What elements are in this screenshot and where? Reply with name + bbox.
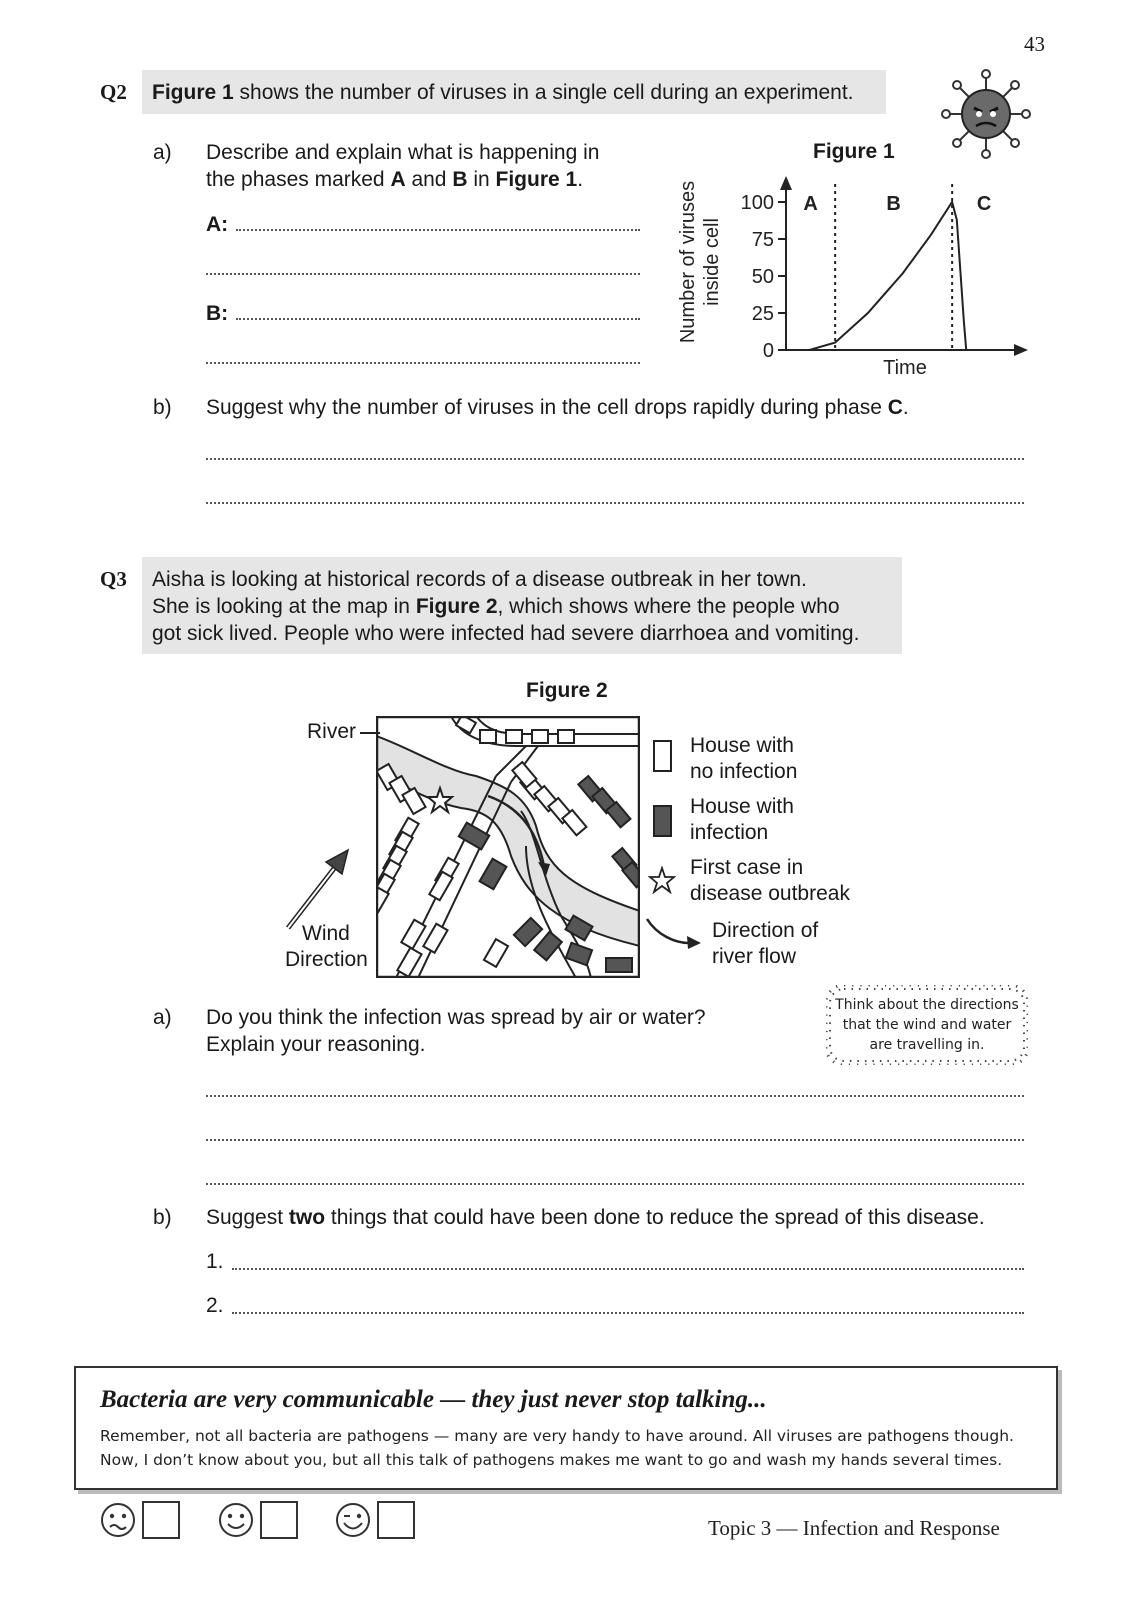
- legend-first-case-2: disease outbreak: [690, 882, 850, 905]
- q2a-line1: Describe and explain what is happening in: [206, 141, 600, 164]
- legend-river-flow-2: river flow: [712, 945, 797, 968]
- q3-figure-ref: Figure 2: [415, 595, 498, 618]
- answer-line-q3a-3[interactable]: [206, 1183, 1024, 1185]
- legend-first-case-1: First case in: [690, 856, 804, 879]
- q3b-letter: b): [153, 1206, 172, 1229]
- q3-intro-line2: [152, 593, 902, 620]
- q2a-figure-ref: Figure 1: [495, 168, 578, 191]
- hint-line1: Think about the directions: [835, 997, 1019, 1013]
- unsure-face-icon: [100, 1502, 136, 1538]
- confident-face-icon: [335, 1502, 371, 1538]
- figure1-phase-label: B: [886, 193, 901, 215]
- legend-house-infection-1: House with: [690, 795, 794, 818]
- q3-intro-line2-end: , which shows where the people who: [497, 595, 840, 618]
- q2a-phase-a: A: [390, 168, 406, 191]
- tip-box-line1: Remember, not all bacteria are pathogens — many are very handy to have around. All viruses are pathogens though.: [100, 1427, 1014, 1445]
- q3-intro-line2-pre: She is looking at the map in: [152, 595, 416, 618]
- q2a-line2-pre: the phases marked: [206, 168, 391, 191]
- figure2-wind-line2: Direction: [285, 948, 368, 971]
- q2a-line2-in: in: [467, 168, 496, 191]
- answer-line-q2a-3[interactable]: [236, 318, 640, 320]
- answer-line-q2a-2[interactable]: [206, 273, 640, 275]
- figure1-phase-label: A: [803, 193, 818, 215]
- q3-intro-line3: got sick lived. People who were infected had severe diarrhoea and vomiting.: [152, 622, 860, 645]
- hint-text: [826, 995, 1028, 1055]
- q3-intro: [142, 557, 902, 654]
- q2a-letter: a): [153, 141, 172, 164]
- legend-house-no-infection-1: House with: [690, 734, 794, 757]
- hint-line2: that the wind and water: [842, 1017, 1012, 1033]
- figure1-chart: [670, 170, 1040, 385]
- q3a-letter: a): [153, 1006, 172, 1029]
- figure1-ytick-label: 75: [751, 229, 774, 251]
- figure2-river-label: River: [307, 720, 357, 743]
- figure1-ylabel-2: inside cell: [701, 218, 723, 306]
- q2-label: Q2: [100, 80, 127, 104]
- answer-line-q2b-2[interactable]: [206, 502, 1024, 504]
- legend-house-infection-icon: [653, 805, 672, 837]
- answer-line-q2a-1[interactable]: [236, 229, 640, 231]
- answer-line-q2a-4[interactable]: [206, 362, 640, 364]
- figure1-ytick-label: 0: [762, 340, 774, 362]
- confidence-checkbox-2[interactable]: [260, 1501, 298, 1539]
- figure1-ylabel-1: Number of viruses: [677, 180, 699, 344]
- q2a-line2-end: .: [577, 168, 584, 191]
- q2b-text-end: .: [902, 396, 909, 419]
- figure1-ytick-label: 50: [751, 266, 774, 288]
- q2a-label-a: A:: [206, 213, 229, 236]
- footer-topic: Topic 3 — Infection and Response: [708, 1516, 1000, 1540]
- q3-label: Q3: [100, 567, 127, 591]
- q2-intro: [142, 70, 886, 114]
- legend-house-no-infection-icon: [653, 740, 672, 772]
- virus-icon: [940, 68, 1032, 160]
- hint-bubble: [826, 985, 1028, 1065]
- legend-house-infection-2: infection: [690, 821, 769, 844]
- q3b-num1: 1.: [206, 1250, 224, 1273]
- legend-first-case-star-icon: [648, 866, 676, 894]
- q3-intro-line1: Aisha is looking at historical records of a disease outbreak in her town.: [152, 568, 807, 591]
- q3b-text-end: things that could have been done to reduce the spread of this disease.: [325, 1206, 985, 1229]
- q3b-num2: 2.: [206, 1294, 224, 1317]
- figure2-wind-line1: Wind: [302, 922, 350, 945]
- q3a-line1: Do you think the infection was spread by air or water?: [206, 1006, 706, 1029]
- legend-river-flow-1: Direction of: [712, 919, 819, 942]
- legend-house-no-infection-2: no infection: [690, 760, 798, 783]
- q2b-letter: b): [153, 396, 172, 419]
- legend-river-flow-arrow-icon: [645, 915, 705, 951]
- ok-face-icon: [218, 1502, 254, 1538]
- q3b-text-pre: Suggest: [206, 1206, 289, 1229]
- figure1-ytick-label: 100: [740, 192, 774, 214]
- q2b-text-pre: Suggest why the number of viruses in the cell drops rapidly during phase: [206, 396, 888, 419]
- q2a-label-b: B:: [206, 302, 229, 325]
- answer-line-q3a-2[interactable]: [206, 1139, 1024, 1141]
- figure1-ytick-label: 25: [751, 303, 774, 325]
- answer-line-q2b-1[interactable]: [206, 458, 1024, 460]
- answer-line-q3a-1[interactable]: [206, 1095, 1024, 1097]
- q2b-text: [206, 394, 909, 421]
- figure1-phase-label: C: [976, 193, 992, 215]
- hint-line3: are travelling in.: [869, 1037, 985, 1053]
- q3b-text-bold: two: [288, 1206, 326, 1229]
- figure2-map: [376, 716, 640, 978]
- q2a-phase-b: B: [452, 168, 468, 191]
- q2b-phase-c: C: [887, 396, 903, 419]
- figure1-title: Figure 1: [813, 140, 895, 163]
- confidence-checkbox-3[interactable]: [377, 1501, 415, 1539]
- q3b-text: [206, 1204, 985, 1231]
- page-number: 43: [1024, 32, 1045, 56]
- tip-box-line2: Now, I don’t know about you, but all this talk of pathogens makes me want to go and wash my hands several times.: [100, 1451, 1003, 1469]
- tip-box: [74, 1366, 1058, 1490]
- figure2-title: Figure 2: [526, 679, 608, 702]
- q2-intro-text: shows the number of viruses in a single cell during an experiment.: [233, 81, 854, 104]
- q3a-line2: Explain your reasoning.: [206, 1033, 426, 1056]
- confidence-checkbox-1[interactable]: [142, 1501, 180, 1539]
- figure1-curve: [786, 202, 966, 350]
- q2a-line2-mid: and: [405, 168, 453, 191]
- q2a-line2: [206, 166, 583, 193]
- figure1-xlabel: Time: [883, 357, 927, 379]
- answer-line-q3b-1[interactable]: [232, 1268, 1024, 1270]
- answer-line-q3b-2[interactable]: [232, 1312, 1024, 1314]
- q2-intro-figure-ref: Figure 1: [152, 81, 234, 104]
- tip-box-body: [100, 1424, 1014, 1472]
- tip-box-heading: Bacteria are very communicable — they just never stop talking...: [100, 1386, 767, 1413]
